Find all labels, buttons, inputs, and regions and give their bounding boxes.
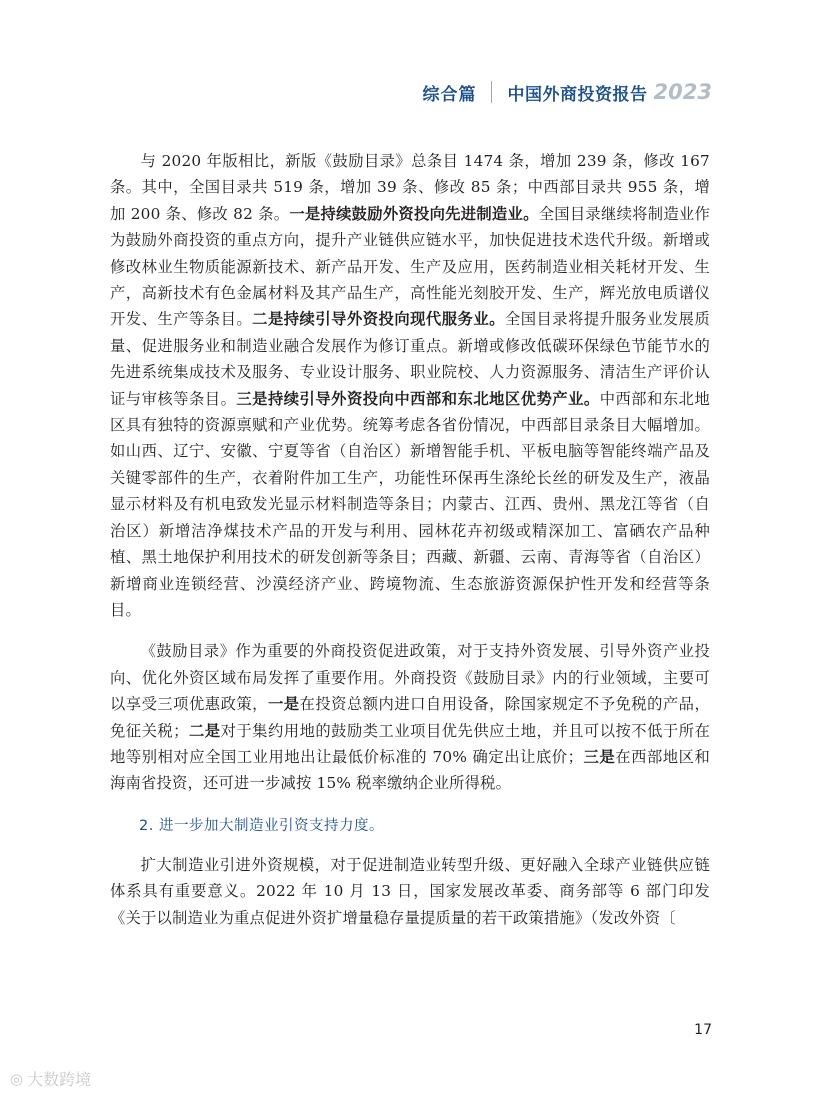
subheading: 2. 进一步加大制造业引资支持力度。 [139,817,384,834]
page-number: 17 [694,1022,712,1038]
paragraph-3: 扩大制造业引进外资规模，对于促进制造业转型升级、更好融入全球产业链供应链体系具有重要意义。2022 年 10 月 13 日，国家发展改革委、商务部等 6 部门印发《关于以制造业为重点促进外资扩增量稳存量提质量的若干政策措施》（发改外资〔 [110,855,710,927]
p1-bold-2: 二是持续引导外资投向现代服务业。 [252,310,505,329]
p1-bold-3: 三是持续引导外资投向中西部和东北地区优势产业。 [236,389,600,408]
report-title: 中国外商投资报告 [507,84,648,105]
p2-text-4: 在西部地区和海南省投资，还可进一步减按 15% 税率缴纳企业所得税。 [110,747,711,793]
p1-bold-1: 一是持续鼓励外资投向先进制造业。 [289,204,539,223]
p2-bold-1: 一是 [267,695,300,714]
p1-text-4: 中西部和东北地区具有独特的资源禀赋和产业优势。统筹考虑各省份情况，中西部目录条目大幅增加。如山西、辽宁、安徽、宁夏等省（自治区）新增智能手机、平板电脑等智能终端产品及关键零部件的生产，衣着附件加工生产，功能性环保再生涤纶长丝的研发及生产，液晶显示材料及有机电致发光显示材料制造等条目；内蒙古、江西、贵州、黑龙江等省（自治区）新增洁净煤技术产品的开发与利用、园林花卉初级或精深加工、富硒农产品种植、黑土地保护利用技术的研发创新等条目；西藏、新疆、云南、青海等省（自治区）新增商业连锁经营、沙漠经济产业、跨境物流、生态旅游资源保护性开发和经营等条目。 [110,389,710,619]
p1-text-2: 全国目录继续将制造业作为鼓励外商投资的重点方向，提升产业链供应链水平，加快促进技术迭代升级。新增或修改林业生物质能源新技术、新产品开发、生产及应用，医药制造业相关耗材开发、生产，高新技术有色金属材料及其产品生产，高性能光刻胶开发、生产，辉光放电质谱仪开发、生产等条目。 [110,204,711,329]
section-label: 综合篇 [422,84,477,105]
header-divider [491,81,492,103]
body-content [110,148,710,931]
p2-text-1: 《鼓励目录》作为重要的外商投资促进政策，对于支持外资发展、引导外资产业投向、优化外资区域布局发挥了重要作用。外商投资《鼓励目录》内的行业领域，主要可以享受三项优惠政策， [110,642,710,714]
camera-logo-icon: ◎ [10,1069,24,1088]
paragraph-1 [110,148,710,623]
p1-text-3: 全国目录将提升服务业发展质量、促进服务业和制造业融合发展作为修订重点。新增或修改低碳环保绿色节能节水的先进系统集成技术及服务、专业设计服务、职业院校、人力资源服务、清洁生产评价认证与审核等条目。 [110,310,710,408]
paragraph-2 [110,638,710,796]
watermark [10,1067,91,1090]
report-year: 2023 [653,80,712,104]
page-header [423,78,712,106]
p2-text-2: 在投资总额内进口自用设备，除国家规定不予免税的产品，免征关税； [110,695,710,740]
p2-text-3: 对于集约用地的鼓励类工业项目优先供应土地，并且可以按不低于所在地等别相对应全国工业用地出让最低价标准的 70% 确定出让底价； [110,721,710,766]
watermark-text: 大数跨境 [27,1070,92,1089]
p1-text-1: 与 2020 年版相比，新版《鼓励目录》总条目 1474 条，增加 239 条，修改 167 条。其中，全国目录共 519 条，增加 39 条、修改 85 条；中西部目录共 955 条，增加 200 条、修改 82 条。 [110,152,710,223]
p2-bold-2: 二是 [188,721,221,740]
p2-bold-3: 三是 [583,747,616,766]
